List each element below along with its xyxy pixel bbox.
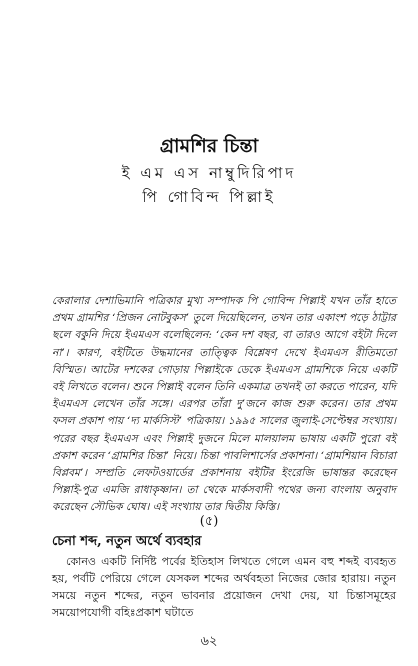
- body-text: কোনও একটি নির্দিষ্ট পর্বের ইতিহাস লিখতে গেলে এমন বহু শব্দই ব্যবহৃত হয়, পর্বটি পেরিয়ে গেলে যেসকল শব্দের অর্থবহতা নিজের জোর হারায়। নতুন সময়ে নতুন শব্দের, নতুন ভাবনার প্রয়োজন দেখা দেয়, যা চিন্তাসমূহের সময়োপযোগী বহিঃপ্রকাশ ঘটাতে: [52, 555, 396, 619]
- intro-paragraph: [52, 293, 396, 517]
- intro-text: কেরালার দেশাভিমানি পত্রিকার মুখ্য সম্পাদক পি গোবিন্দ পিল্লাই যখন তাঁর হাতে প্রথম গ্রামশির ‘প্রিজন নোটবুকস’ তুলে দিয়েছিলেন, তখন তার একাংশ পড়ে ঠাট্টার ছলে বকুনি দিয়ে ইএমএস বলেছিলেন: ‘কেন দশ বছর, বা তারও আগে বইটা দিলে না’। কারণ, বইটিতে উদ্ধমানের তাত্ত্বিক বিশ্লেষণ দেখে ইএমএস রীতিমতো বিস্মিত। আটের দশকের গোড়ায় পিল্লাইকে ডেকে ইএমএস গ্রামশিকে নিয়ে একটি বই লিখতে বলেন। শুনে পিল্লাই বলেন তিনি একমাত্র তখনই তা করতে পারেন, যদি ইএমএস লেখেন তাঁর সঙ্গে। এরপর তাঁরা দু’জনে কাজ শুরু করেন। তার প্রথম ফসল প্রকাশ পায় ‘দ্য মার্কসিস্ট’ পত্রিকায়। ১৯৯৫ সালের জুলাই-সেপ্টেম্বর সংখ্যায়। পরের বছর ইএমএস এবং পিল্লাই দুজনে মিলে মালয়ালম ভাষায় একটি পুরো বই প্রকাশ করেন ‘গ্রামশির চিন্তা’ নিয়ে। চিন্তা পাবলিশার্সের প্রকাশনা। ‘গ্রামশিয়ান বিচারা বিপ্লবম’। সম্প্রতি লেফটওয়ার্ডের প্রকাশনায় বইটির ইংরেজি ভাষান্তর করেছেন পিল্লাই-পুত্র এমজি রাধাকৃষ্ণান। তা থেকে মার্কসবাদী পথের জন্য বাংলায় অনুবাদ করেছেন সৌভিক ঘোষ। এই সংখ্যায় তার দ্বিতীয় কিস্তি।: [52, 295, 397, 514]
- author-name-2: পি গোবিন্দ পিল্লাই: [142, 188, 276, 206]
- section-heading: চেনা শব্দ, নতুন অর্থে ব্যবহার: [52, 534, 202, 549]
- page-number: ৬২: [200, 634, 218, 649]
- article-title: গ্রামশির চিন্তা: [159, 135, 259, 157]
- section-number: (৫): [199, 514, 219, 529]
- author-name-1: ই এম এস নাম্বুদিরিপাদ: [121, 164, 297, 182]
- body-paragraph: [52, 553, 396, 621]
